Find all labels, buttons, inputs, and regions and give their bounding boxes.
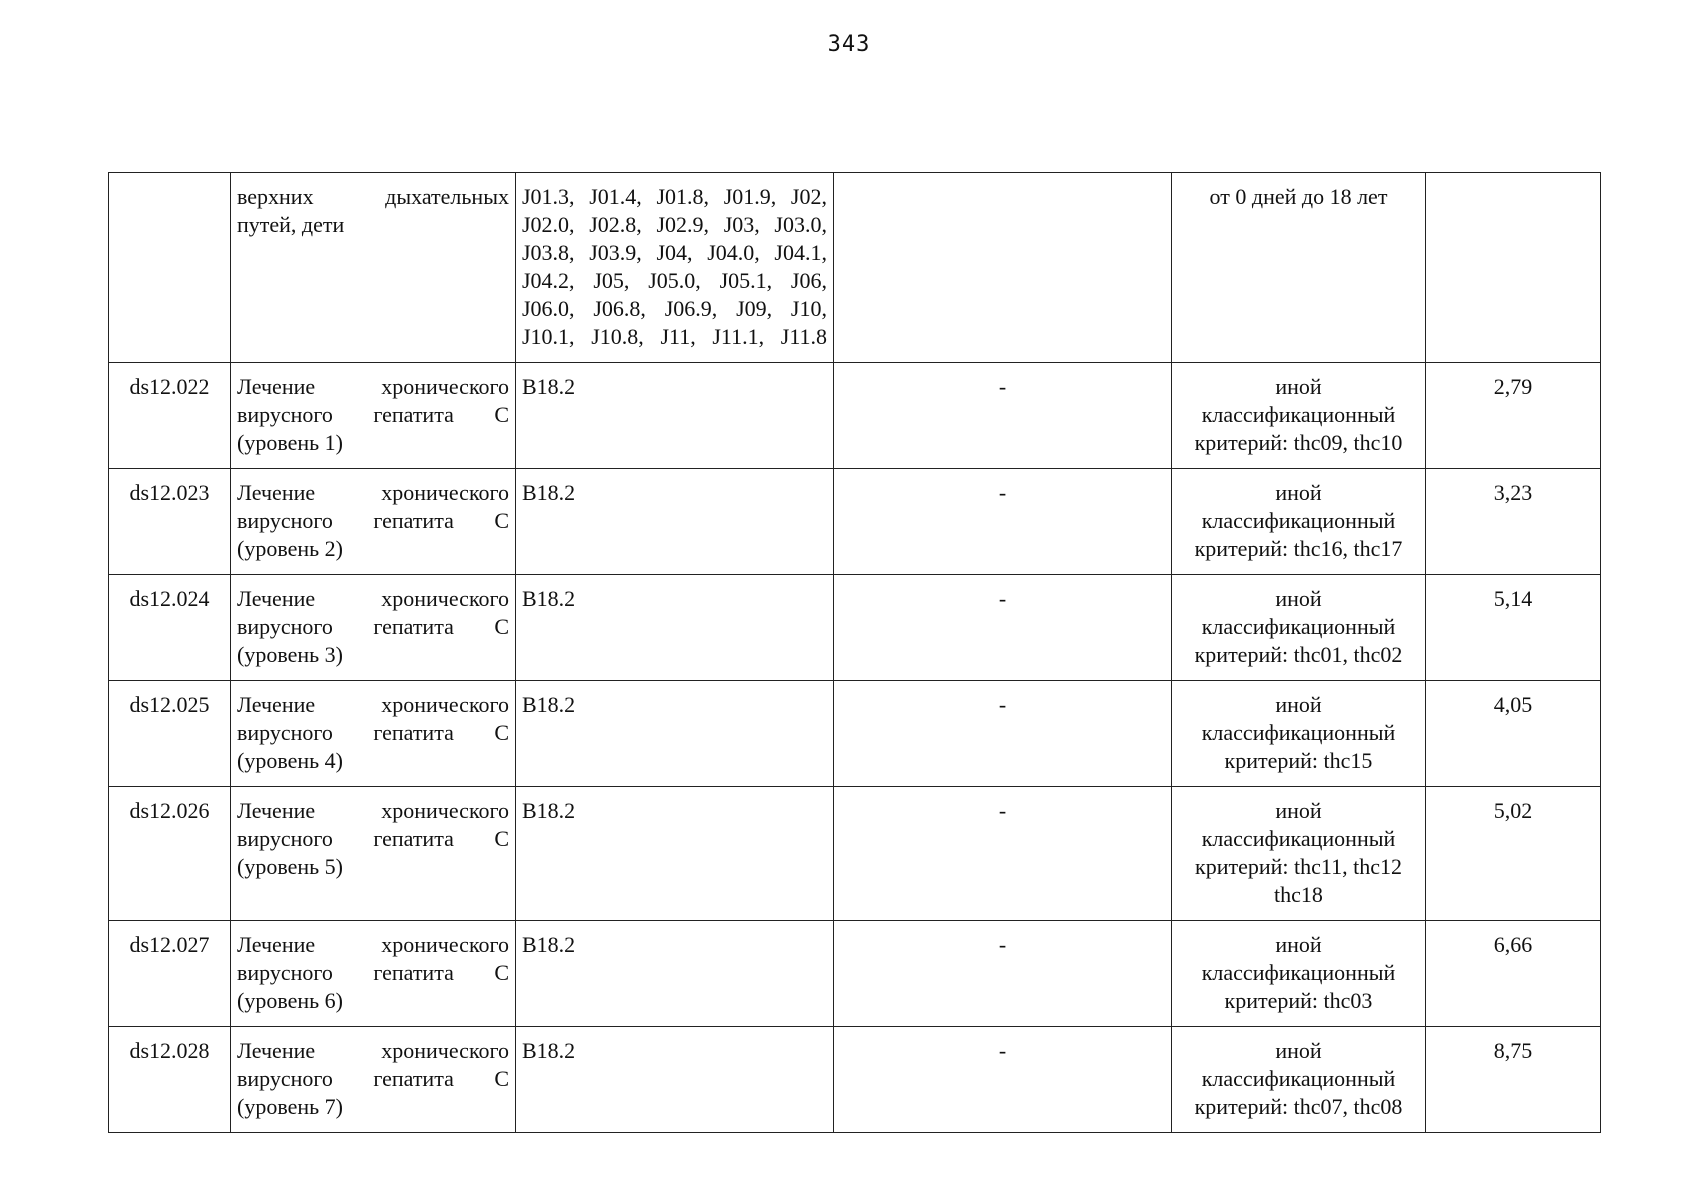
criterion-line: классификационный xyxy=(1201,402,1396,427)
criterion-line: иной xyxy=(1275,1038,1322,1063)
cell-criterion xyxy=(1172,681,1426,787)
cell-criterion xyxy=(1172,469,1426,575)
mkb-line: J03.8, J03.9, J04, J04.0, J04.1, xyxy=(522,240,827,265)
cell-code: ds12.028 xyxy=(109,1027,231,1133)
name-line: вирусного гепатита С xyxy=(237,720,509,745)
cell-criterion: от 0 дней до 18 лет xyxy=(1172,173,1426,363)
criterion-line: критерий: thc09, thc10 xyxy=(1194,430,1403,455)
name-line: Лечение хронического xyxy=(237,480,509,505)
criterion-line: thc18 xyxy=(1274,882,1323,907)
cell-extra: - xyxy=(834,921,1172,1027)
name-line: Лечение хронического xyxy=(237,798,509,823)
table-body xyxy=(109,173,1601,1133)
mkb-line: J02.0, J02.8, J02.9, J03, J03.0, xyxy=(522,212,827,237)
cell-name xyxy=(231,575,516,681)
name-line: вирусного гепатита С xyxy=(237,614,509,639)
name-line: (уровень 4) xyxy=(237,748,343,773)
cell-extra: - xyxy=(834,681,1172,787)
cell-coefficient xyxy=(1426,173,1601,363)
tariff-table xyxy=(108,172,1601,1133)
name-line: вирусного гепатита С xyxy=(237,826,509,851)
mkb-line: J10.1, J10.8, J11, J11.1, J11.8 xyxy=(522,324,827,349)
name-line: вирусного гепатита С xyxy=(237,508,509,533)
criterion-line: критерий: thc01, thc02 xyxy=(1194,642,1403,667)
page-number: 343 xyxy=(827,32,871,57)
cell-mkb-codes: B18.2 xyxy=(516,787,834,921)
name-line: Лечение хронического xyxy=(237,1038,509,1063)
cell-code: ds12.027 xyxy=(109,921,231,1027)
name-line: Лечение хронического xyxy=(237,932,509,957)
cell-code: ds12.026 xyxy=(109,787,231,921)
mkb-line: J06.0, J06.8, J06.9, J09, J10, xyxy=(522,296,827,321)
cell-extra: - xyxy=(834,469,1172,575)
name-line: (уровень 3) xyxy=(237,642,343,667)
name-line: (уровень 5) xyxy=(237,854,343,879)
table-row xyxy=(109,469,1601,575)
cell-code: ds12.024 xyxy=(109,575,231,681)
cell-extra: - xyxy=(834,1027,1172,1133)
name-line: вирусного гепатита С xyxy=(237,960,509,985)
cell-criterion xyxy=(1172,921,1426,1027)
cell-code: ds12.025 xyxy=(109,681,231,787)
table-row xyxy=(109,575,1601,681)
cell-name xyxy=(231,787,516,921)
table-row-continuation xyxy=(109,173,1601,363)
cell-coefficient: 5,14 xyxy=(1426,575,1601,681)
criterion-line: классификационный xyxy=(1201,960,1396,985)
criterion-line: критерий: thc11, thc12 xyxy=(1195,854,1402,879)
name-line: Лечение хронического xyxy=(237,692,509,717)
cell-code: ds12.022 xyxy=(109,363,231,469)
mkb-line: J04.2, J05, J05.0, J05.1, J06, xyxy=(522,268,827,293)
table-row xyxy=(109,363,1601,469)
criterion-line: иной xyxy=(1275,586,1322,611)
cell-extra xyxy=(834,173,1172,363)
cell-coefficient: 2,79 xyxy=(1426,363,1601,469)
cell-extra: - xyxy=(834,575,1172,681)
cell-coefficient: 3,23 xyxy=(1426,469,1601,575)
cell-criterion xyxy=(1172,575,1426,681)
criterion-line: иной xyxy=(1275,932,1322,957)
table-row xyxy=(109,921,1601,1027)
cell-extra: - xyxy=(834,363,1172,469)
criterion-line: иной xyxy=(1275,692,1322,717)
cell-name xyxy=(231,681,516,787)
criterion-line: критерий: thc15 xyxy=(1224,748,1373,773)
criterion-line: критерий: thc07, thc08 xyxy=(1194,1094,1403,1119)
name-line: (уровень 2) xyxy=(237,536,343,561)
criterion-line: классификационный xyxy=(1201,826,1396,851)
criterion-line: критерий: thc16, thc17 xyxy=(1194,536,1403,561)
mkb-line: J01.3, J01.4, J01.8, J01.9, J02, xyxy=(522,184,827,209)
cell-coefficient: 4,05 xyxy=(1426,681,1601,787)
table-row xyxy=(109,1027,1601,1133)
name-line: Лечение хронического xyxy=(237,586,509,611)
name-line: вирусного гепатита С xyxy=(237,402,509,427)
criterion-line: классификационный xyxy=(1201,614,1396,639)
table-row xyxy=(109,787,1601,921)
cell-mkb-codes: B18.2 xyxy=(516,681,834,787)
cell-criterion xyxy=(1172,787,1426,921)
cell-name xyxy=(231,1027,516,1133)
criterion-line: классификационный xyxy=(1201,720,1396,745)
cell-criterion xyxy=(1172,1027,1426,1133)
criterion-line: классификационный xyxy=(1201,508,1396,533)
name-line: (уровень 1) xyxy=(237,430,343,455)
cell-mkb-codes: B18.2 xyxy=(516,921,834,1027)
cell-mkb-codes xyxy=(516,173,834,363)
cell-code xyxy=(109,173,231,363)
name-line: верхних дыхательных xyxy=(237,184,509,209)
cell-coefficient: 5,02 xyxy=(1426,787,1601,921)
table-row xyxy=(109,681,1601,787)
cell-code: ds12.023 xyxy=(109,469,231,575)
name-line: (уровень 7) xyxy=(237,1094,343,1119)
cell-extra: - xyxy=(834,787,1172,921)
criterion-line: иной xyxy=(1275,374,1322,399)
criterion-line: классификационный xyxy=(1201,1066,1396,1091)
name-line: Лечение хронического xyxy=(237,374,509,399)
cell-mkb-codes: B18.2 xyxy=(516,363,834,469)
cell-criterion xyxy=(1172,363,1426,469)
cell-name xyxy=(231,173,516,363)
cell-mkb-codes: B18.2 xyxy=(516,1027,834,1133)
criterion-line: иной xyxy=(1275,798,1322,823)
cell-name xyxy=(231,469,516,575)
criterion-line: иной xyxy=(1275,480,1322,505)
name-line: путей, дети xyxy=(237,212,345,237)
name-line: вирусного гепатита С xyxy=(237,1066,509,1091)
cell-mkb-codes: B18.2 xyxy=(516,575,834,681)
name-line: (уровень 6) xyxy=(237,988,343,1013)
cell-name xyxy=(231,363,516,469)
criterion-line: критерий: thc03 xyxy=(1224,988,1373,1013)
cell-name xyxy=(231,921,516,1027)
cell-coefficient: 8,75 xyxy=(1426,1027,1601,1133)
cell-mkb-codes: B18.2 xyxy=(516,469,834,575)
cell-coefficient: 6,66 xyxy=(1426,921,1601,1027)
